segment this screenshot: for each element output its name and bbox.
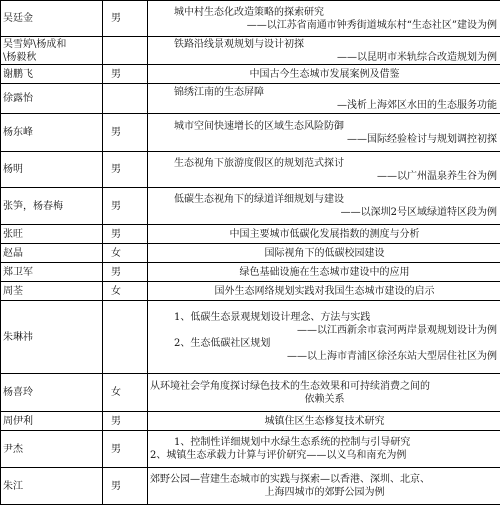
author-cell bbox=[1, 152, 103, 188]
topic-line: ——以江苏省南通市钟秀街道城东村“生态社区”建设为例 bbox=[246, 19, 497, 31]
author-cell bbox=[1, 301, 103, 374]
author-name: 周荃 bbox=[3, 285, 23, 297]
topic-cell bbox=[148, 1, 500, 37]
topic-line: 绿色基础设施在生态城市建设中的应用 bbox=[239, 266, 410, 278]
author-cell bbox=[1, 431, 103, 468]
gender-cell bbox=[103, 114, 148, 152]
topic-cell bbox=[148, 282, 500, 301]
topic-line: 生态视角下旅游度假区的规划范式探讨 bbox=[174, 157, 344, 169]
gender-cell bbox=[103, 84, 148, 114]
table-row bbox=[1, 188, 500, 225]
topic-cell bbox=[148, 263, 500, 282]
topic-line: 2、生态低碳社区规划 bbox=[174, 338, 271, 349]
gender-value: 男 bbox=[111, 228, 121, 240]
gender-value: 男 bbox=[111, 480, 121, 492]
author-name: 朱琳祎 bbox=[3, 331, 33, 343]
table-row bbox=[1, 468, 500, 505]
topic-line: 城市空间快速增长的区域生态风险防御 bbox=[174, 120, 344, 132]
topic-line: 上海四城市的郊野公园为例 bbox=[264, 487, 385, 498]
table-row bbox=[1, 282, 500, 301]
author-name: 徐露怡 bbox=[3, 93, 33, 104]
topic-line: ——以昆明市米轨综合改造规划为例 bbox=[337, 51, 497, 63]
gender-value: 男 bbox=[111, 164, 121, 175]
author-name: 张旺 bbox=[3, 228, 23, 240]
gender-value: 女 bbox=[111, 387, 121, 398]
gender-cell bbox=[103, 263, 148, 282]
gender-value: 男 bbox=[111, 415, 121, 427]
gender-cell bbox=[103, 431, 148, 468]
topic-line: 城镇住区生态修复技术研究 bbox=[264, 415, 385, 427]
gender-cell bbox=[103, 188, 148, 225]
gender-cell bbox=[103, 37, 148, 65]
topic-line: 从环境社会学角度探讨绿色技术的生态效果和可持续消费之间的 bbox=[150, 380, 430, 392]
topic-line: ——国际经验检讨与规划调控初探 bbox=[347, 133, 497, 145]
gender-value: 男 bbox=[111, 443, 121, 455]
author-name: 郑卫军 bbox=[3, 266, 33, 278]
gender-value: 女 bbox=[111, 247, 121, 259]
topic-line: 2、城镇生态承载力计算与评价研究——以义乌和南充为例 bbox=[150, 450, 407, 461]
gender-cell bbox=[103, 65, 148, 84]
topic-cell bbox=[148, 412, 500, 431]
topic-line: ——以上海市青浦区徐泾东站大型居住社区为例 bbox=[287, 351, 497, 362]
table-row bbox=[1, 244, 500, 263]
topic-cell bbox=[148, 152, 500, 188]
author-name: 周伊利 bbox=[3, 415, 33, 427]
table-row bbox=[1, 114, 500, 152]
gender-cell bbox=[103, 301, 148, 374]
table-row bbox=[1, 1, 500, 37]
author-name: \杨毅秋 bbox=[3, 51, 37, 63]
author-name: 朱江 bbox=[3, 480, 23, 492]
author-cell bbox=[1, 374, 103, 412]
author-cell bbox=[1, 412, 103, 431]
gender-cell bbox=[103, 468, 148, 505]
author-cell bbox=[1, 84, 103, 114]
topic-cell bbox=[148, 431, 500, 468]
topic-line: —浅析上海郊区水田的生态服务功能 bbox=[337, 99, 497, 111]
author-name: 杨喜玲 bbox=[3, 387, 33, 398]
topic-line: 中国主要城市低碳化发展指数的测度与分析 bbox=[229, 228, 420, 240]
table-body bbox=[1, 1, 500, 505]
topic-line: 城中村生态化改造策略的探索研究 bbox=[174, 6, 324, 18]
author-cell bbox=[1, 114, 103, 152]
gender-cell bbox=[103, 1, 148, 37]
table-row bbox=[1, 374, 500, 412]
gender-value: 男 bbox=[111, 127, 121, 138]
topic-line: 中国古今生态城市发展案例及借鉴 bbox=[249, 68, 400, 80]
topic-cell bbox=[148, 374, 500, 412]
topic-line: 依赖关系 bbox=[304, 393, 345, 405]
table-row bbox=[1, 412, 500, 431]
topic-line: 铁路沿线景观规划与设计初探 bbox=[174, 38, 304, 50]
author-name: 杨明 bbox=[3, 164, 23, 175]
topic-cell bbox=[148, 468, 500, 505]
topic-line: ——以深圳2号区域绿道特区段为例 bbox=[340, 207, 497, 218]
gender-value: 男 bbox=[111, 68, 121, 80]
gender-value: 男 bbox=[111, 13, 121, 24]
topic-cell bbox=[148, 188, 500, 225]
table-row bbox=[1, 301, 500, 374]
author-cell bbox=[1, 37, 103, 65]
author-cell bbox=[1, 468, 103, 505]
topic-cell bbox=[148, 114, 500, 152]
topic-line: 国际视角下的低碳校园建设 bbox=[264, 247, 385, 259]
gender-value: 男 bbox=[111, 200, 121, 212]
topic-line: ——以江西新余市袁河两岸景观规划设计为例 bbox=[297, 325, 497, 336]
gender-cell bbox=[103, 244, 148, 263]
topic-cell bbox=[148, 84, 500, 114]
table-row bbox=[1, 263, 500, 282]
author-name: 谢鹏飞 bbox=[3, 68, 33, 80]
topic-line: 低碳生态视角下的绿道详细规划与建设 bbox=[174, 194, 344, 205]
table-row bbox=[1, 152, 500, 188]
author-name: 尹杰 bbox=[3, 443, 23, 455]
gender-value: 女 bbox=[111, 285, 121, 297]
topic-line: 1、控制性详细规划中水绿生态系统的控制与引导研究 bbox=[174, 437, 411, 448]
table-row bbox=[1, 84, 500, 114]
gender-cell bbox=[103, 282, 148, 301]
topic-line: 1、低碳生态景观规划设计理念、方法与实践 bbox=[174, 312, 371, 323]
gender-cell bbox=[103, 412, 148, 431]
author-name: 吴雪婷\杨成和 bbox=[3, 38, 67, 50]
gender-cell bbox=[103, 374, 148, 412]
author-cell bbox=[1, 65, 103, 84]
topic-cell bbox=[148, 225, 500, 244]
topic-cell bbox=[148, 65, 500, 84]
gender-cell bbox=[103, 152, 148, 188]
table-row bbox=[1, 225, 500, 244]
author-cell bbox=[1, 282, 103, 301]
topic-cell bbox=[148, 37, 500, 65]
gender-value: 男 bbox=[111, 266, 121, 278]
author-name: 张笋，杨春梅 bbox=[3, 200, 63, 212]
topic-cell bbox=[148, 301, 500, 374]
author-cell bbox=[1, 263, 103, 282]
topic-cell bbox=[148, 244, 500, 263]
gender-cell bbox=[103, 225, 148, 244]
topic-line: 国外生态网络规划实践对我国生态城市建设的启示 bbox=[214, 285, 435, 297]
author-cell bbox=[1, 1, 103, 37]
author-name: 赵晶 bbox=[3, 247, 23, 259]
topic-line: 锦绣江南的生态屏障 bbox=[174, 86, 264, 98]
topic-line: ——以广州温泉养生谷为例 bbox=[377, 170, 497, 182]
table-row bbox=[1, 431, 500, 468]
topic-line: 郊野公园—营建生态城市的实践与探索—以香港、深圳、北京、 bbox=[150, 474, 430, 485]
author-name: 吴廷金 bbox=[3, 13, 33, 24]
author-name: 杨东峰 bbox=[3, 127, 33, 138]
table-row bbox=[1, 65, 500, 84]
table-row bbox=[1, 37, 500, 65]
author-cell bbox=[1, 188, 103, 225]
author-cell bbox=[1, 225, 103, 244]
author-cell bbox=[1, 244, 103, 263]
